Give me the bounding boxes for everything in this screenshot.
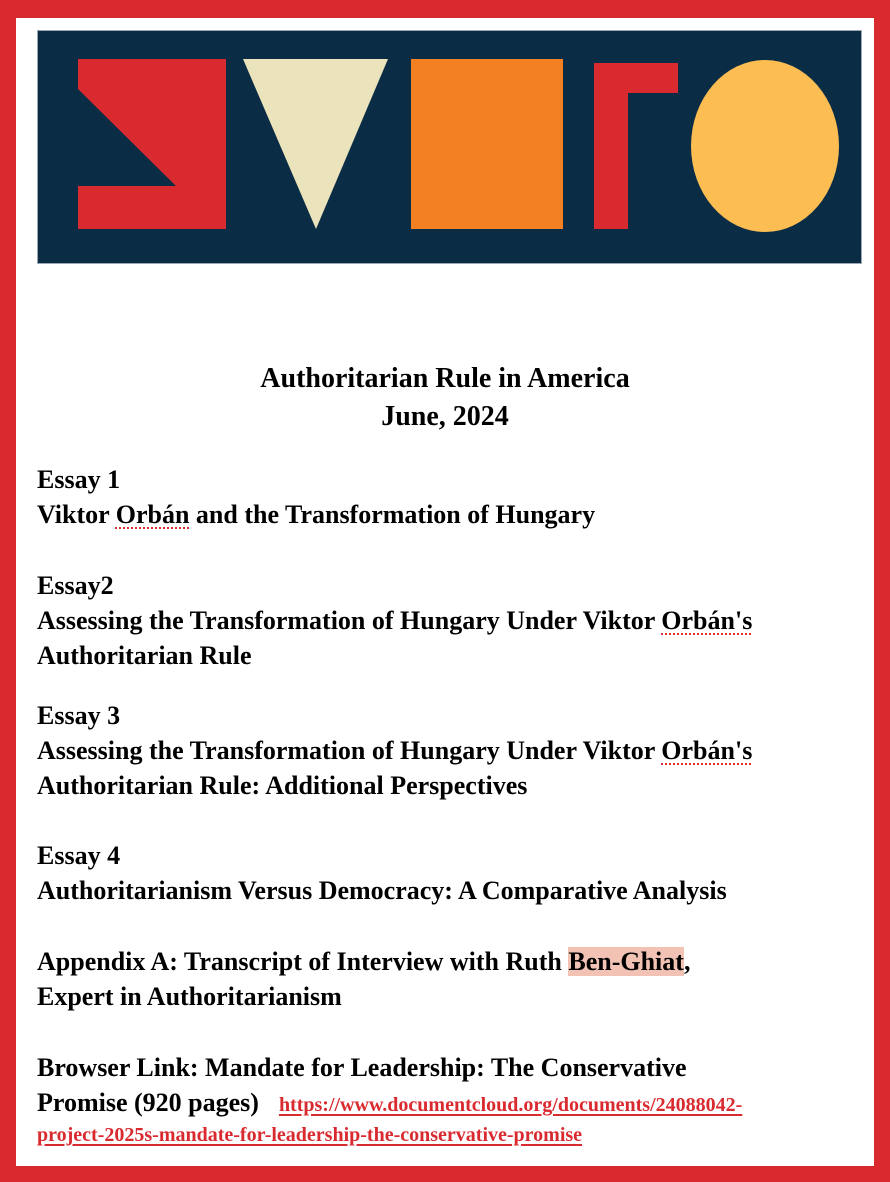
essay-4	[37, 838, 867, 908]
essay-2-title-name: Orbán's	[661, 606, 753, 635]
appendix-a-title-start: Appendix A: Transcript of Interview with Ruth	[37, 947, 569, 976]
cream-triangle-shape	[243, 59, 388, 229]
browser-link-line2	[37, 1085, 867, 1123]
appendix-a	[37, 944, 867, 1014]
browser-link-section	[37, 1050, 867, 1149]
essay-4-title: Authoritarianism Versus Democracy: A Comparative Analysis	[37, 876, 727, 905]
browser-link-pages: Promise (920 pages)	[37, 1088, 259, 1117]
essay-3-label: Essay 3	[37, 701, 121, 730]
essay-2	[37, 568, 867, 673]
header-banner	[37, 30, 862, 264]
essay-3-title-name: Orbán's	[661, 736, 753, 765]
essay-2-title-line2: Authoritarian Rule	[37, 641, 252, 670]
orange-square-shape	[411, 59, 563, 229]
essay-1-title-end: and the Transformation of Hungary	[189, 500, 596, 529]
document-link-part1[interactable]: https://www.documentcloud.org/documents/24088042-	[278, 1094, 743, 1116]
banner-graphic	[38, 31, 862, 264]
essay-3	[37, 698, 867, 803]
essay-2-title-line1	[37, 603, 867, 638]
appendix-a-highlighted-name: Ben-Ghiat	[568, 947, 684, 976]
red-bracket-shape	[594, 63, 678, 229]
essay-2-label: Essay2	[37, 571, 114, 600]
document-date: June, 2024	[381, 401, 509, 432]
essay-3-title-start: Assessing the Transformation of Hungary Under Viktor	[37, 736, 662, 765]
essay-1-label: Essay 1	[37, 465, 121, 494]
yellow-circle-shape	[691, 60, 839, 232]
red-angle-shape	[78, 59, 226, 229]
document-page	[16, 18, 874, 1166]
essay-4-label: Essay 4	[37, 841, 121, 870]
document-title-block	[16, 360, 874, 436]
essay-3-title-line1	[37, 733, 867, 768]
appendix-a-title-comma: ,	[683, 947, 691, 976]
appendix-a-line2: Expert in Authoritarianism	[37, 982, 342, 1011]
browser-link-line1: Browser Link: Mandate for Leadership: The Conservative	[37, 1053, 687, 1082]
essay-1-title-start: Viktor	[37, 500, 116, 529]
essay-2-title-start: Assessing the Transformation of Hungary Under Viktor	[37, 606, 662, 635]
essay-1-title-name: Orbán	[115, 500, 190, 529]
essay-3-title-line2: Authoritarian Rule: Additional Perspectives	[37, 771, 528, 800]
document-link-part2[interactable]: project-2025s-mandate-for-leadership-the-conservative-promise	[37, 1124, 583, 1146]
appendix-a-line1	[37, 944, 867, 979]
essay-1-title	[37, 497, 867, 532]
essay-1	[37, 462, 867, 532]
document-title: Authoritarian Rule in America	[260, 363, 630, 394]
